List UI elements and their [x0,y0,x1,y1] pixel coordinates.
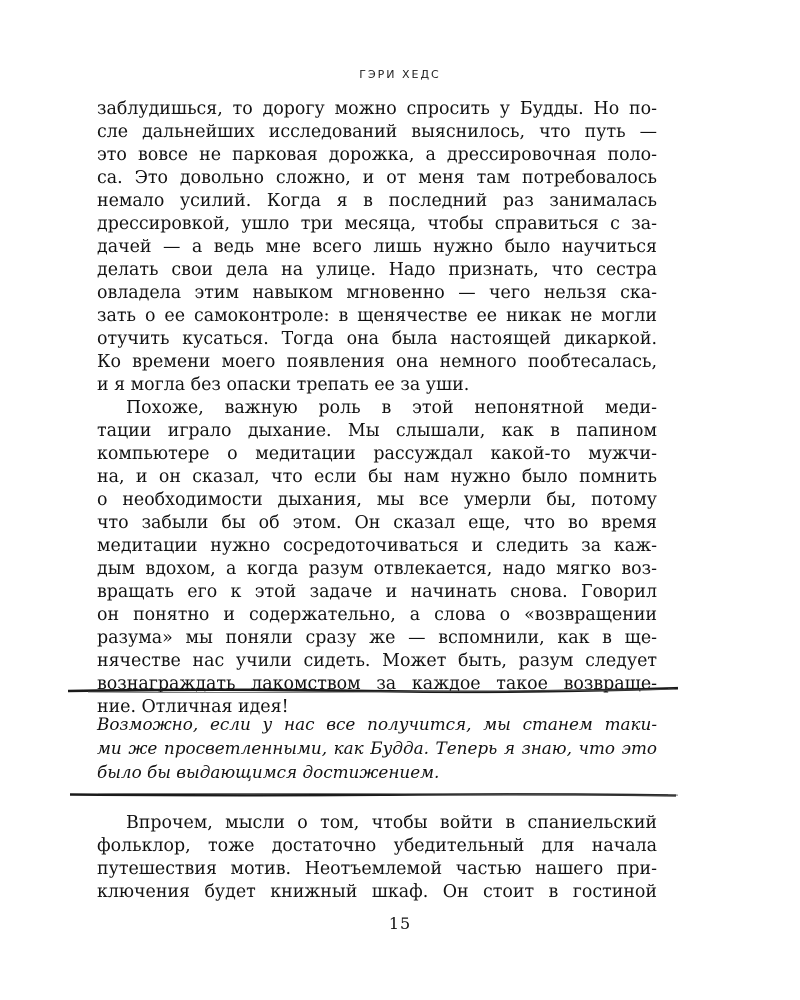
text-line: вознаграждать лакомством за каждое такое возвраще- [97,674,657,694]
text-line: Ко времени моего появления она немного пообтесалась, [97,352,657,372]
text-line: дым вдохом, а когда разум отвлекается, надо мягко воз- [97,559,657,579]
text-line: делать свои дела на улице. Надо признать, что сестра [97,260,657,280]
text-line: немало усилий. Когда я в последний раз занималась [97,191,657,211]
text-line: путешествия мотив. Неотъемлемой частью нашего при- [97,859,657,879]
text-line: дачей — а ведь мне всего лишь нужно было научиться [97,237,657,257]
decorative-rule-top [68,686,678,696]
callout-line: ми же просветленными, как Будда. Теперь я знаю, что это [97,738,657,758]
text-line: ключения будет книжный шкаф. Он стоит в гостиной [97,882,657,902]
text-line: фольклор, тоже достаточно убедительный для начала [97,836,657,856]
text-line: тации играло дыхание. Мы слышали, как в папином [97,421,657,441]
text-line: дрессировкой, ушло три месяца, чтобы справиться с за- [97,214,657,234]
decorative-rule-bottom [68,790,678,800]
text-line: Похоже, важную роль в этой непонятной меди- [126,398,657,418]
callout-line: Возможно, если у нас все получится, мы станем таки- [97,714,657,734]
text-line: ние. Отличная идея! [97,697,289,717]
text-line: зать о ее самоконтроле: в щенячестве ее никак не могли [97,306,657,326]
body-text-bottom [97,812,657,904]
callout-quote [97,712,657,784]
callout-line: было бы выдающимся достижением. [97,762,440,782]
text-line: это вовсе не парковая дорожка, а дрессировочная поло- [97,145,657,165]
text-line: медитации нужно сосредоточиваться и следить за каж- [97,536,657,556]
text-line: о необходимости дыхания, мы все умерли бы, потому [97,490,657,510]
text-line: и я могла без опаски трепать ее за уши. [97,375,470,395]
page-number: 15 [388,914,412,933]
text-line: заблудишься, то дорогу можно спросить у Будды. Но по- [97,99,657,119]
text-line: сле дальнейших исследований выяснилось, что путь — [97,122,657,142]
body-text-top [97,98,657,719]
text-line: он понятно и содержательно, а слова о «возвращении [97,605,657,625]
running-head: ГЭРИ ХЕДС [359,68,441,81]
text-line: разума» мы поняли сразу же — вспомнили, как в ще- [97,628,657,648]
text-line: Впрочем, мысли о том, чтобы войти в спаниельский [126,813,657,833]
text-line: са. Это довольно сложно, и от меня там потребовалось [97,168,657,188]
text-line: отучить кусаться. Тогда она была настоящей дикаркой. [97,329,657,349]
text-line: компьютере о медитации рассуждал какой-то мужчи- [97,444,657,464]
text-line: овладела этим навыком мгновенно — чего нельзя ска- [97,283,657,303]
text-line: что забыли бы об этом. Он сказал еще, что во время [97,513,657,533]
text-line: на, и он сказал, что если бы нам нужно было помнить [97,467,657,487]
text-line: вращать его к этой задаче и начинать снова. Говорил [97,582,657,602]
text-line: нячестве нас учили сидеть. Может быть, разум следует [97,651,657,671]
